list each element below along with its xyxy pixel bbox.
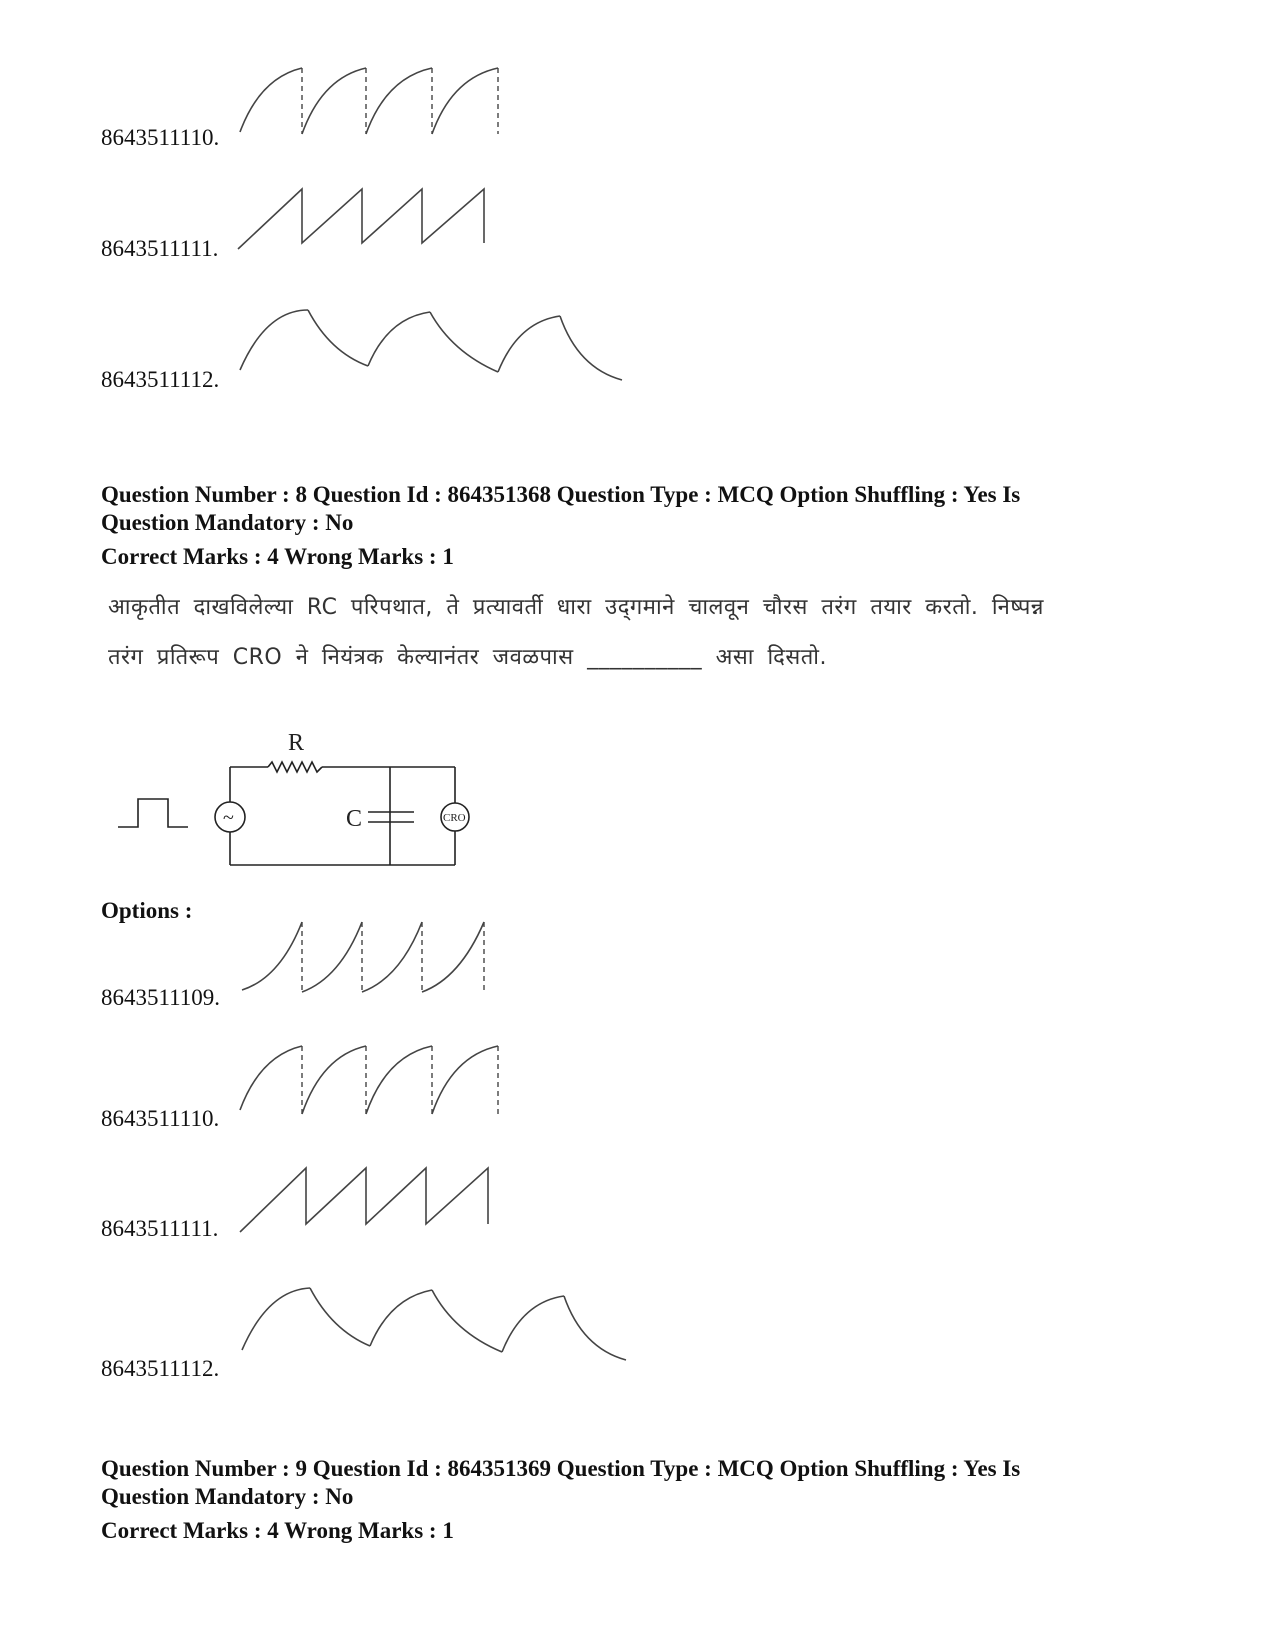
question-8-mandatory: Question Mandatory : No xyxy=(101,510,354,535)
option-id-8643511111-top: 8643511111. xyxy=(101,236,219,261)
ac-source-symbol: ~ xyxy=(223,807,234,829)
question-8-text xyxy=(108,583,1198,683)
waveform-linear-sawtooth xyxy=(238,185,498,255)
waveform-curved-sawtooth-dashed xyxy=(238,66,518,142)
option-id-8643511112-top: 8643511112. xyxy=(101,367,220,392)
waveform-rc-charge-discharge xyxy=(240,1284,630,1374)
waveform-rc-charge-discharge xyxy=(238,306,628,396)
capacitor-label: C xyxy=(346,806,363,832)
question-8-text-line1: आकृतीत दाखविलेल्या RC परिपथात, ते प्रत्यावर्ती धारा उद्‌गमाने चालवून चौरस तरंग तयार करतो. निष्पन्न xyxy=(108,595,1044,620)
question-9-mandatory: Question Mandatory : No xyxy=(101,1484,354,1509)
option-id-8643511112: 8643511112. xyxy=(101,1356,220,1381)
options-label: Options : xyxy=(101,898,193,923)
option-id-8643511110: 8643511110. xyxy=(101,1106,220,1131)
question-9-marks: Correct Marks : 4 Wrong Marks : 1 xyxy=(101,1518,454,1543)
question-9-meta: Question Number : 9 Question Id : 864351369 Question Type : MCQ Option Shuffling : Yes Is xyxy=(101,1456,1021,1481)
option-id-8643511111: 8643511111. xyxy=(101,1216,219,1241)
question-8-meta: Question Number : 8 Question Id : 864351368 Question Type : MCQ Option Shuffling : Yes Is xyxy=(101,482,1021,507)
waveform-linear-sawtooth xyxy=(240,1164,500,1236)
resistor-symbol xyxy=(268,762,322,772)
question-8-text-line2: तरंग प्रतिरूप CRO ने नियंत्रक केल्यानंतर जवळपास __________ असा दिसतो. xyxy=(108,645,827,670)
square-pulse-symbol xyxy=(118,799,188,827)
question-9-header xyxy=(101,1455,1201,1545)
cro-label: CRO xyxy=(443,812,466,824)
rc-circuit-diagram xyxy=(110,720,490,880)
resistor-label: R xyxy=(288,730,305,756)
waveform-rising-curve-dashed xyxy=(240,918,500,998)
option-id-8643511109: 8643511109. xyxy=(101,985,221,1010)
question-8-marks: Correct Marks : 4 Wrong Marks : 1 xyxy=(101,544,454,569)
question-8-header xyxy=(101,481,1201,571)
waveform-curved-sawtooth-dashed xyxy=(238,1044,518,1120)
option-id-8643511110-top: 8643511110. xyxy=(101,125,220,150)
